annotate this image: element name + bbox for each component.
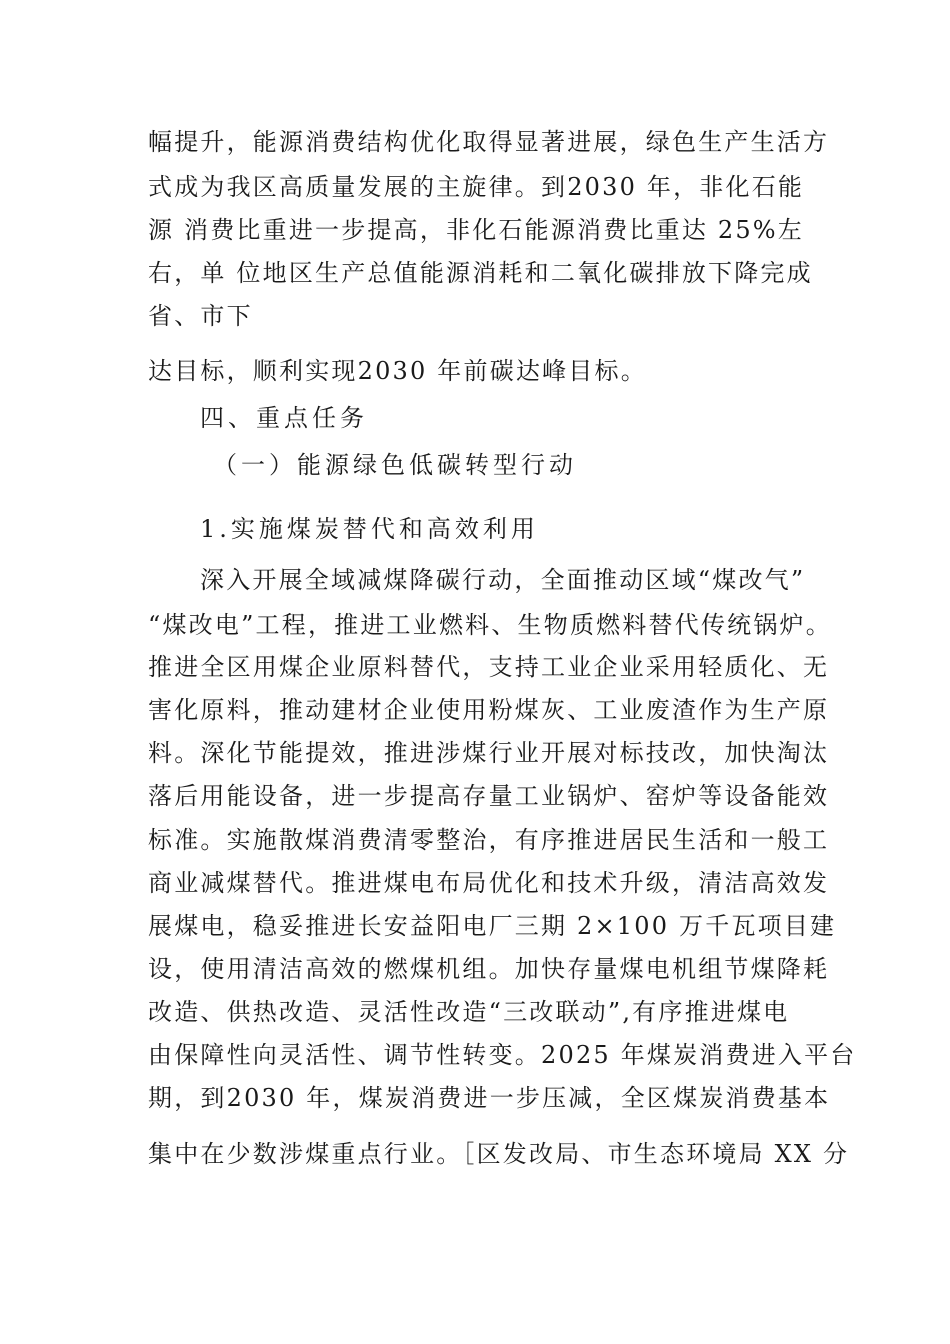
body-text-line: 右，单 位地区生产总值能源消耗和二氧化碳排放下降完成 (148, 259, 813, 287)
paragraph-line: 害化原料，推动建材企业使用粉煤灰、工业废渣作为生产原 (148, 696, 830, 724)
subsection-heading: （一）能源绿色低碳转型行动 (213, 451, 577, 479)
paragraph-line: 商业减煤替代。推进煤电布局优化和技术升级，清洁高效发 (148, 869, 830, 897)
body-text-line: 省、市下 (148, 302, 253, 330)
paragraph-line: 展煤电，稳妥推进长安益阳电厂三期 2×100 万千瓦项目建 (148, 912, 837, 940)
paragraph-line: 设，使用清洁高效的燃煤机组。加快存量煤电机组节煤降耗 (148, 955, 830, 983)
paragraph-line: 推进全区用煤企业原料替代，支持工业企业采用轻质化、无 (148, 653, 830, 681)
item-heading: 1.实施煤炭替代和高效利用 (200, 515, 539, 543)
body-text-line: 达目标，顺利实现2030 年前碳达峰目标。 (148, 357, 647, 385)
section-heading: 四、重点任务 (200, 404, 368, 432)
paragraph-line: 由保障性向灵活性、调节性转变。2025 年煤炭消费进入平台 (148, 1041, 857, 1069)
body-text-line: 式成为我区高质量发展的主旋律。到2030 年，非化石能 (148, 173, 805, 201)
body-text-line: 幅提升，能源消费结构优化取得显著进展，绿色生产生活方 (148, 128, 830, 156)
paragraph-line: 料。深化节能提效，推进涉煤行业开展对标技改，加快淘汰 (148, 739, 830, 767)
paragraph-line: 期，到2030 年，煤炭消费进一步压减，全区煤炭消费基本 (148, 1084, 831, 1112)
paragraph-line: “煤改电”工程，推进工业燃料、生物质燃料替代传统锅炉。 (148, 611, 832, 639)
paragraph-line: 改造、供热改造、灵活性改造“三改联动”,有序推进煤电 (148, 998, 790, 1026)
body-text-line: 源 消费比重进一步提高，非化石能源消费比重达 25%左 (148, 216, 804, 244)
paragraph-line: 标准。实施散煤消费清零整治，有序推进居民生活和一般工 (148, 826, 830, 854)
paragraph-line: 深入开展全域减煤降碳行动，全面推动区域“煤改气” (200, 566, 806, 594)
paragraph-line: 落后用能设备，进一步提高存量工业锅炉、窑炉等设备能效 (148, 782, 830, 810)
paragraph-line: 集中在少数涉煤重点行业。［区发改局、市生态环境局 XX 分 (148, 1140, 850, 1168)
